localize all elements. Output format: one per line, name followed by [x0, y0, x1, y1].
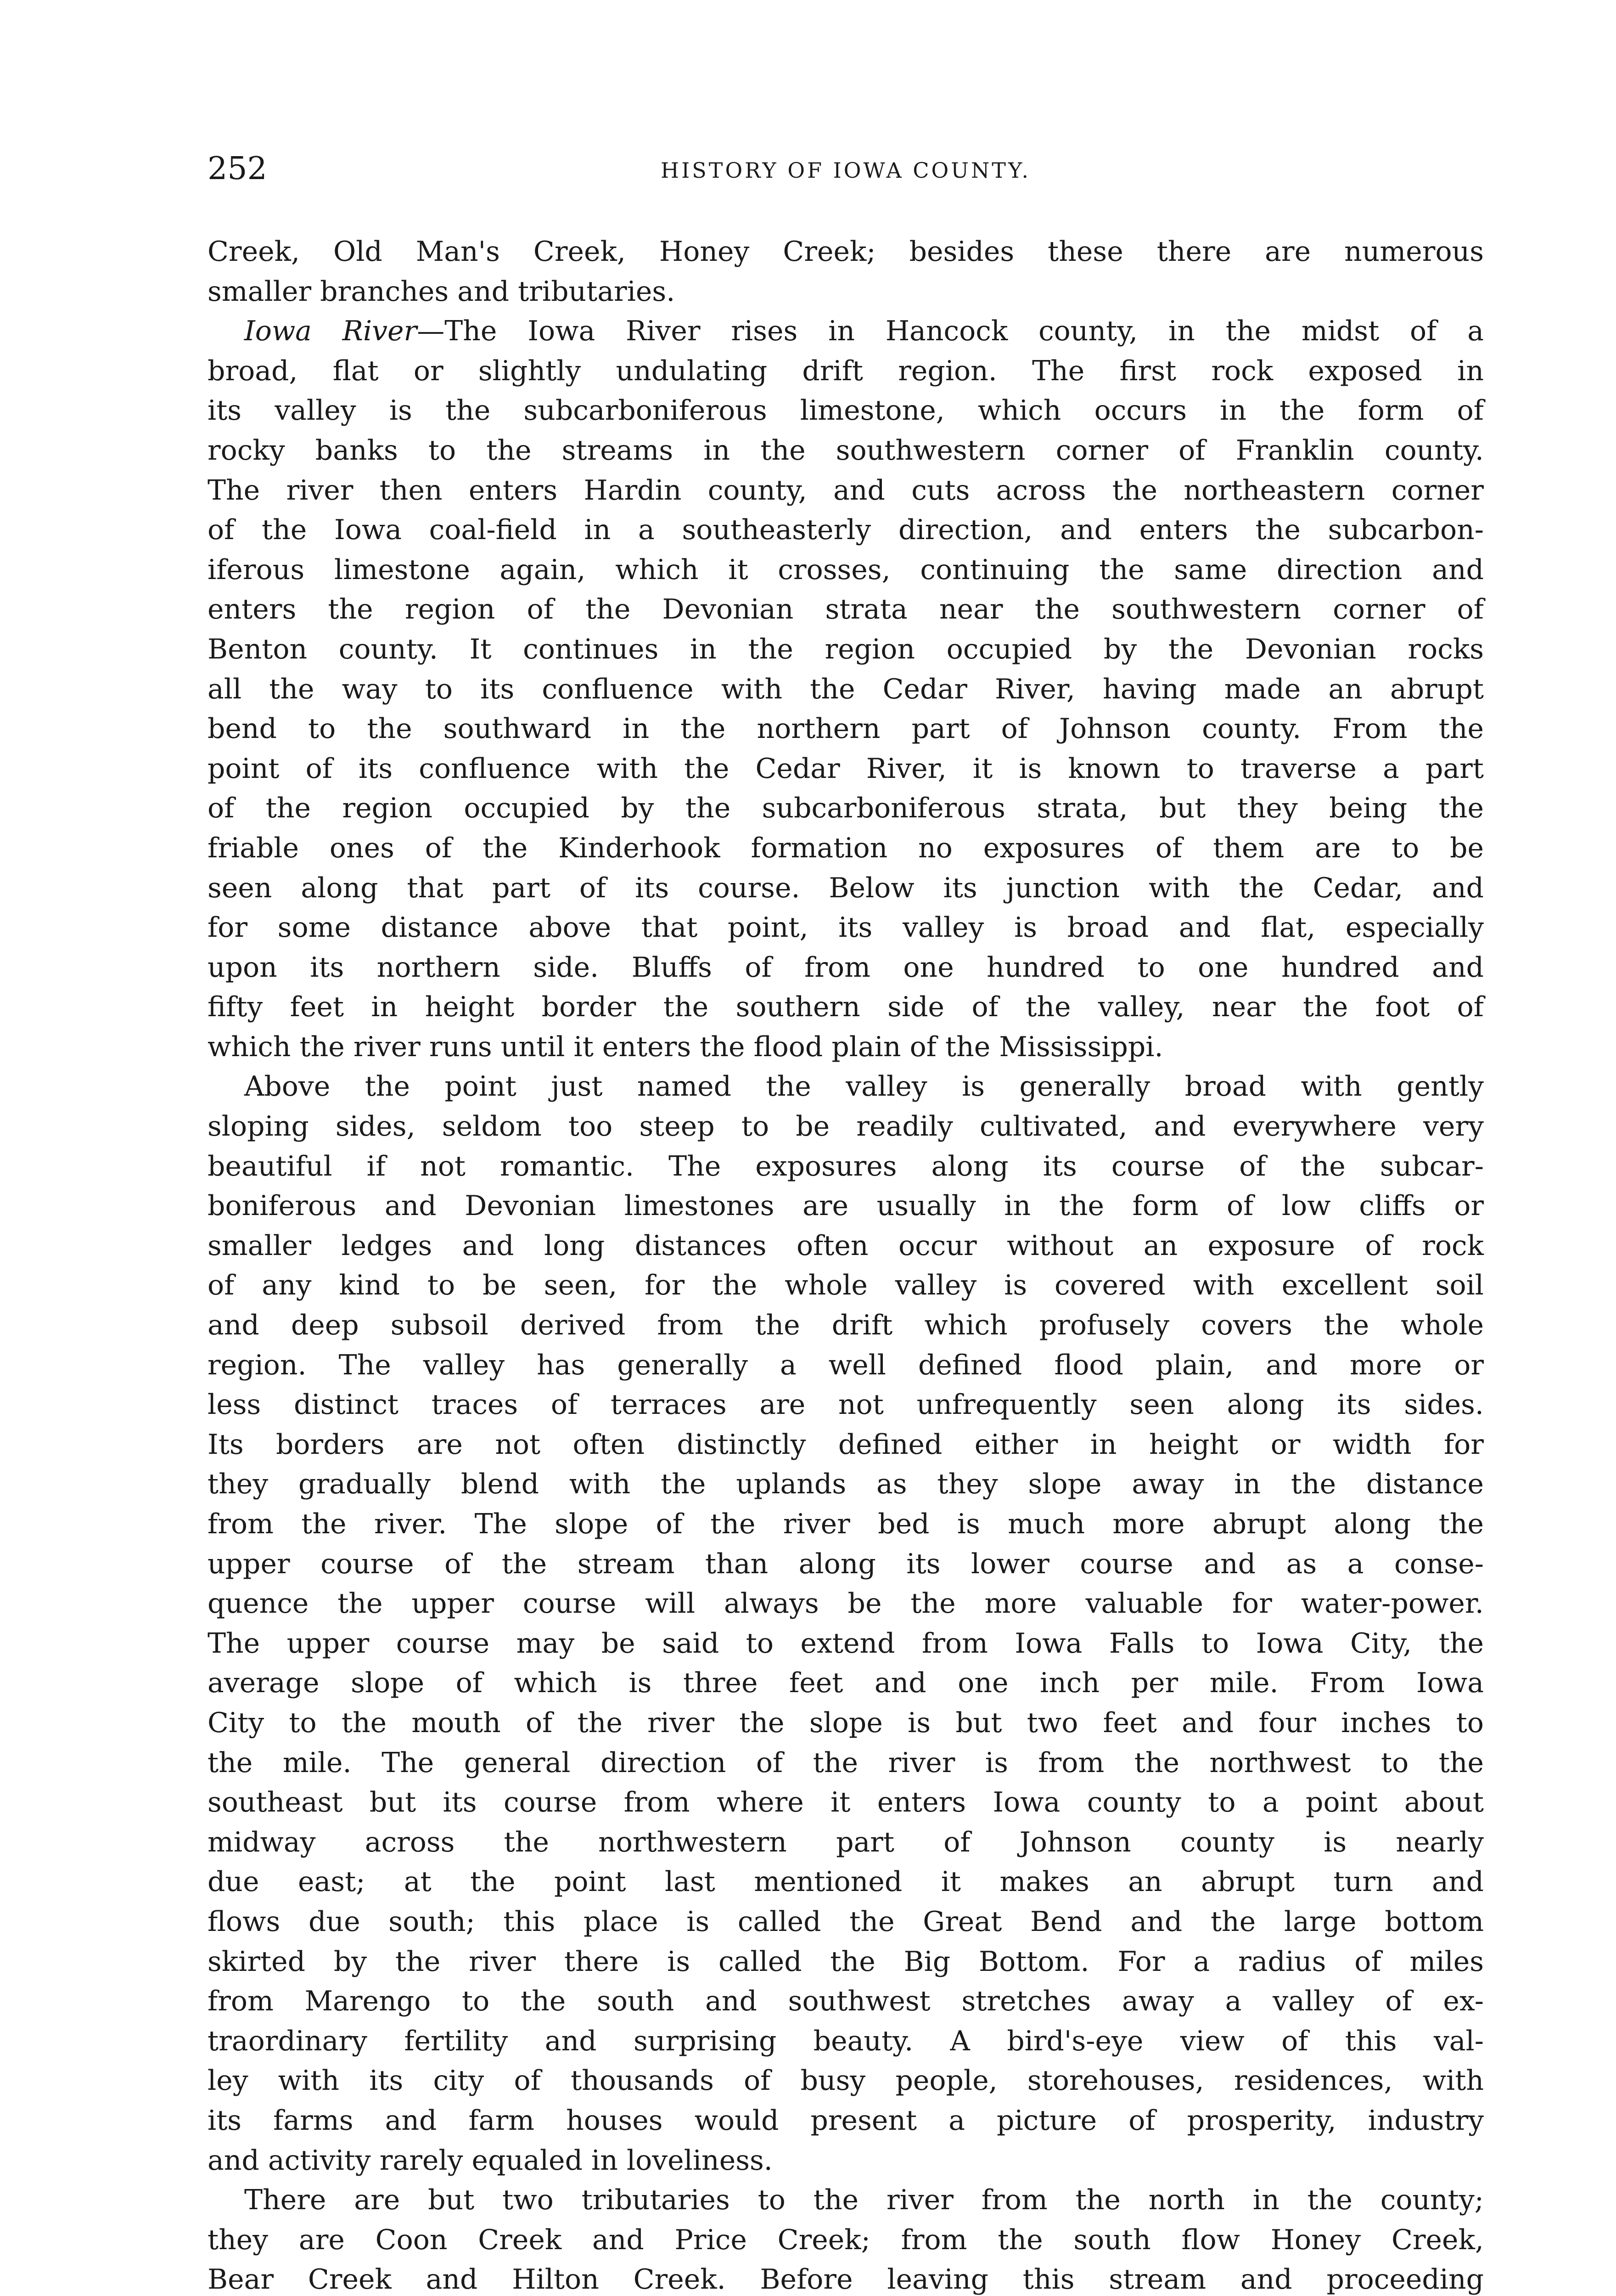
text-line: they are Coon Creek and Price Creek; from the south flow Honey Creek,	[208, 2223, 1484, 2256]
text-line: average slope of which is three feet and one inch per mile. From Iowa	[208, 1667, 1484, 1699]
text-line: traordinary fertility and surprising beauty. A bird's-eye view of this val-	[208, 2025, 1484, 2057]
running-head: HISTORY OF IOWA COUNTY.	[660, 158, 1031, 183]
text-line: There are but two tributaries to the river from the north in the county;	[244, 2184, 1484, 2217]
text-fragment: —The Iowa River rises in Hancock county, in the midst of a	[417, 315, 1484, 348]
text-line: seen along that part of its course. Below its junction with the Cedar, and	[208, 872, 1484, 904]
text-line: rocky banks to the streams in the southwestern corner of Franklin county.	[208, 434, 1484, 467]
text-line: City to the mouth of the river the slope is but two feet and four inches to	[208, 1706, 1484, 1739]
text-line: skirted by the river there is called the Big Bottom. For a radius of miles	[208, 1945, 1484, 1978]
paragraph-1	[208, 232, 1484, 311]
text-line: of the region occupied by the subcarboniferous strata, but they being the	[208, 792, 1484, 825]
text-line: from the river. The slope of the river bed is much more abrupt along the	[208, 1508, 1484, 1540]
text-line: from Marengo to the south and southwest stretches away a valley of ex-	[208, 1985, 1484, 2018]
text-line: broad, flat or slightly undulating drift region. The first rock exposed in	[208, 355, 1484, 387]
text-line: fifty feet in height border the southern side of the valley, near the foot of	[208, 991, 1484, 1024]
paragraph-3	[208, 1067, 1484, 2180]
text-line: point of its confluence with the Cedar River, it is known to traverse a part	[208, 752, 1484, 785]
text-line: The upper course may be said to extend from Iowa Falls to Iowa City, the	[208, 1627, 1484, 1660]
text-line	[208, 311, 1484, 351]
text-line: ley with its city of thousands of busy people, storehouses, residences, with	[208, 2065, 1484, 2097]
text-line: region. The valley has generally a well defined flood plain, and more or	[208, 1349, 1484, 1381]
text-line: boniferous and Devonian limestones are usually in the form of low cliffs or	[208, 1190, 1484, 1222]
text-line: of any kind to be seen, for the whole valley is covered with excellent soil	[208, 1269, 1484, 1302]
text-line: the mile. The general direction of the river is from the northwest to the	[208, 1746, 1484, 1779]
text-line: quence the upper course will always be the more valuable for water-power.	[208, 1587, 1484, 1620]
text-line: less distinct traces of terraces are not unfrequently seen along its sides.	[208, 1389, 1484, 1421]
paragraph-4	[208, 2180, 1484, 2296]
text-line: Creek, Old Man's Creek, Honey Creek; besides these there are numerous	[208, 236, 1484, 268]
text-line: its farms and farm houses would present a picture of prosperity, industry	[208, 2104, 1484, 2137]
text-line: of the Iowa coal-field in a southeasterly direction, and enters the subcarbon-	[208, 514, 1484, 546]
text-line: its valley is the subcarboniferous limestone, which occurs in the form of	[208, 394, 1484, 427]
text-line: Its borders are not often distinctly defined either in height or width for	[208, 1428, 1484, 1461]
text-line: sloping sides, seldom too steep to be readily cultivated, and everywhere very	[208, 1110, 1484, 1143]
text-line: which the river runs until it enters the flood plain of the Mississippi.	[208, 1030, 1163, 1063]
text-line: The river then enters Hardin county, and cuts across the northeastern corner	[208, 474, 1484, 506]
page-body	[208, 232, 1484, 2296]
text-line: Above the point just named the valley is generally broad with gently	[244, 1070, 1484, 1103]
text-line: for some distance above that point, its valley is broad and flat, especially	[208, 912, 1484, 944]
page-number: 252	[208, 151, 267, 187]
text-line: midway across the northwestern part of Johnson county is nearly	[208, 1826, 1484, 1858]
text-line: bend to the southward in the northern part of Johnson county. From the	[208, 713, 1484, 745]
text-line: due east; at the point last mentioned it makes an abrupt turn and	[208, 1866, 1484, 1898]
text-line: southeast but its course from where it enters Iowa county to a point about	[208, 1786, 1484, 1819]
text-line: they gradually blend with the uplands as they slope away in the distance	[208, 1468, 1484, 1501]
text-line: and activity rarely equaled in loveliness.	[208, 2144, 773, 2177]
page-header	[208, 151, 1484, 187]
text-line: and deep subsoil derived from the drift which profusely covers the whole	[208, 1309, 1484, 1342]
text-line: all the way to its confluence with the Cedar River, having made an abrupt	[208, 673, 1484, 705]
text-line: Benton county. It continues in the region occupied by the Devonian rocks	[208, 633, 1484, 665]
text-line: flows due south; this place is called the Great Bend and the large bottom	[208, 1905, 1484, 1938]
section-title: Iowa River	[244, 315, 417, 348]
text-line: iferous limestone again, which it crosses, continuing the same direction and	[208, 553, 1484, 586]
text-line: Bear Creek and Hilton Creek. Before leaving this stream and proceeding	[208, 2263, 1484, 2296]
text-line: friable ones of the Kinderhook formation no exposures of them are to be	[208, 832, 1484, 864]
text-line: upon its northern side. Bluffs of from one hundred to one hundred and	[208, 951, 1484, 984]
text-line: enters the region of the Devonian strata near the southwestern corner of	[208, 593, 1484, 626]
text-line: smaller branches and tributaries.	[208, 275, 675, 308]
text-line: smaller ledges and long distances often occur without an exposure of rock	[208, 1229, 1484, 1262]
text-line: beautiful if not romantic. The exposures along its course of the subcar-	[208, 1150, 1484, 1182]
paragraph-iowa-river	[208, 311, 1484, 1067]
text-line: upper course of the stream than along its lower course and as a conse-	[208, 1548, 1484, 1580]
